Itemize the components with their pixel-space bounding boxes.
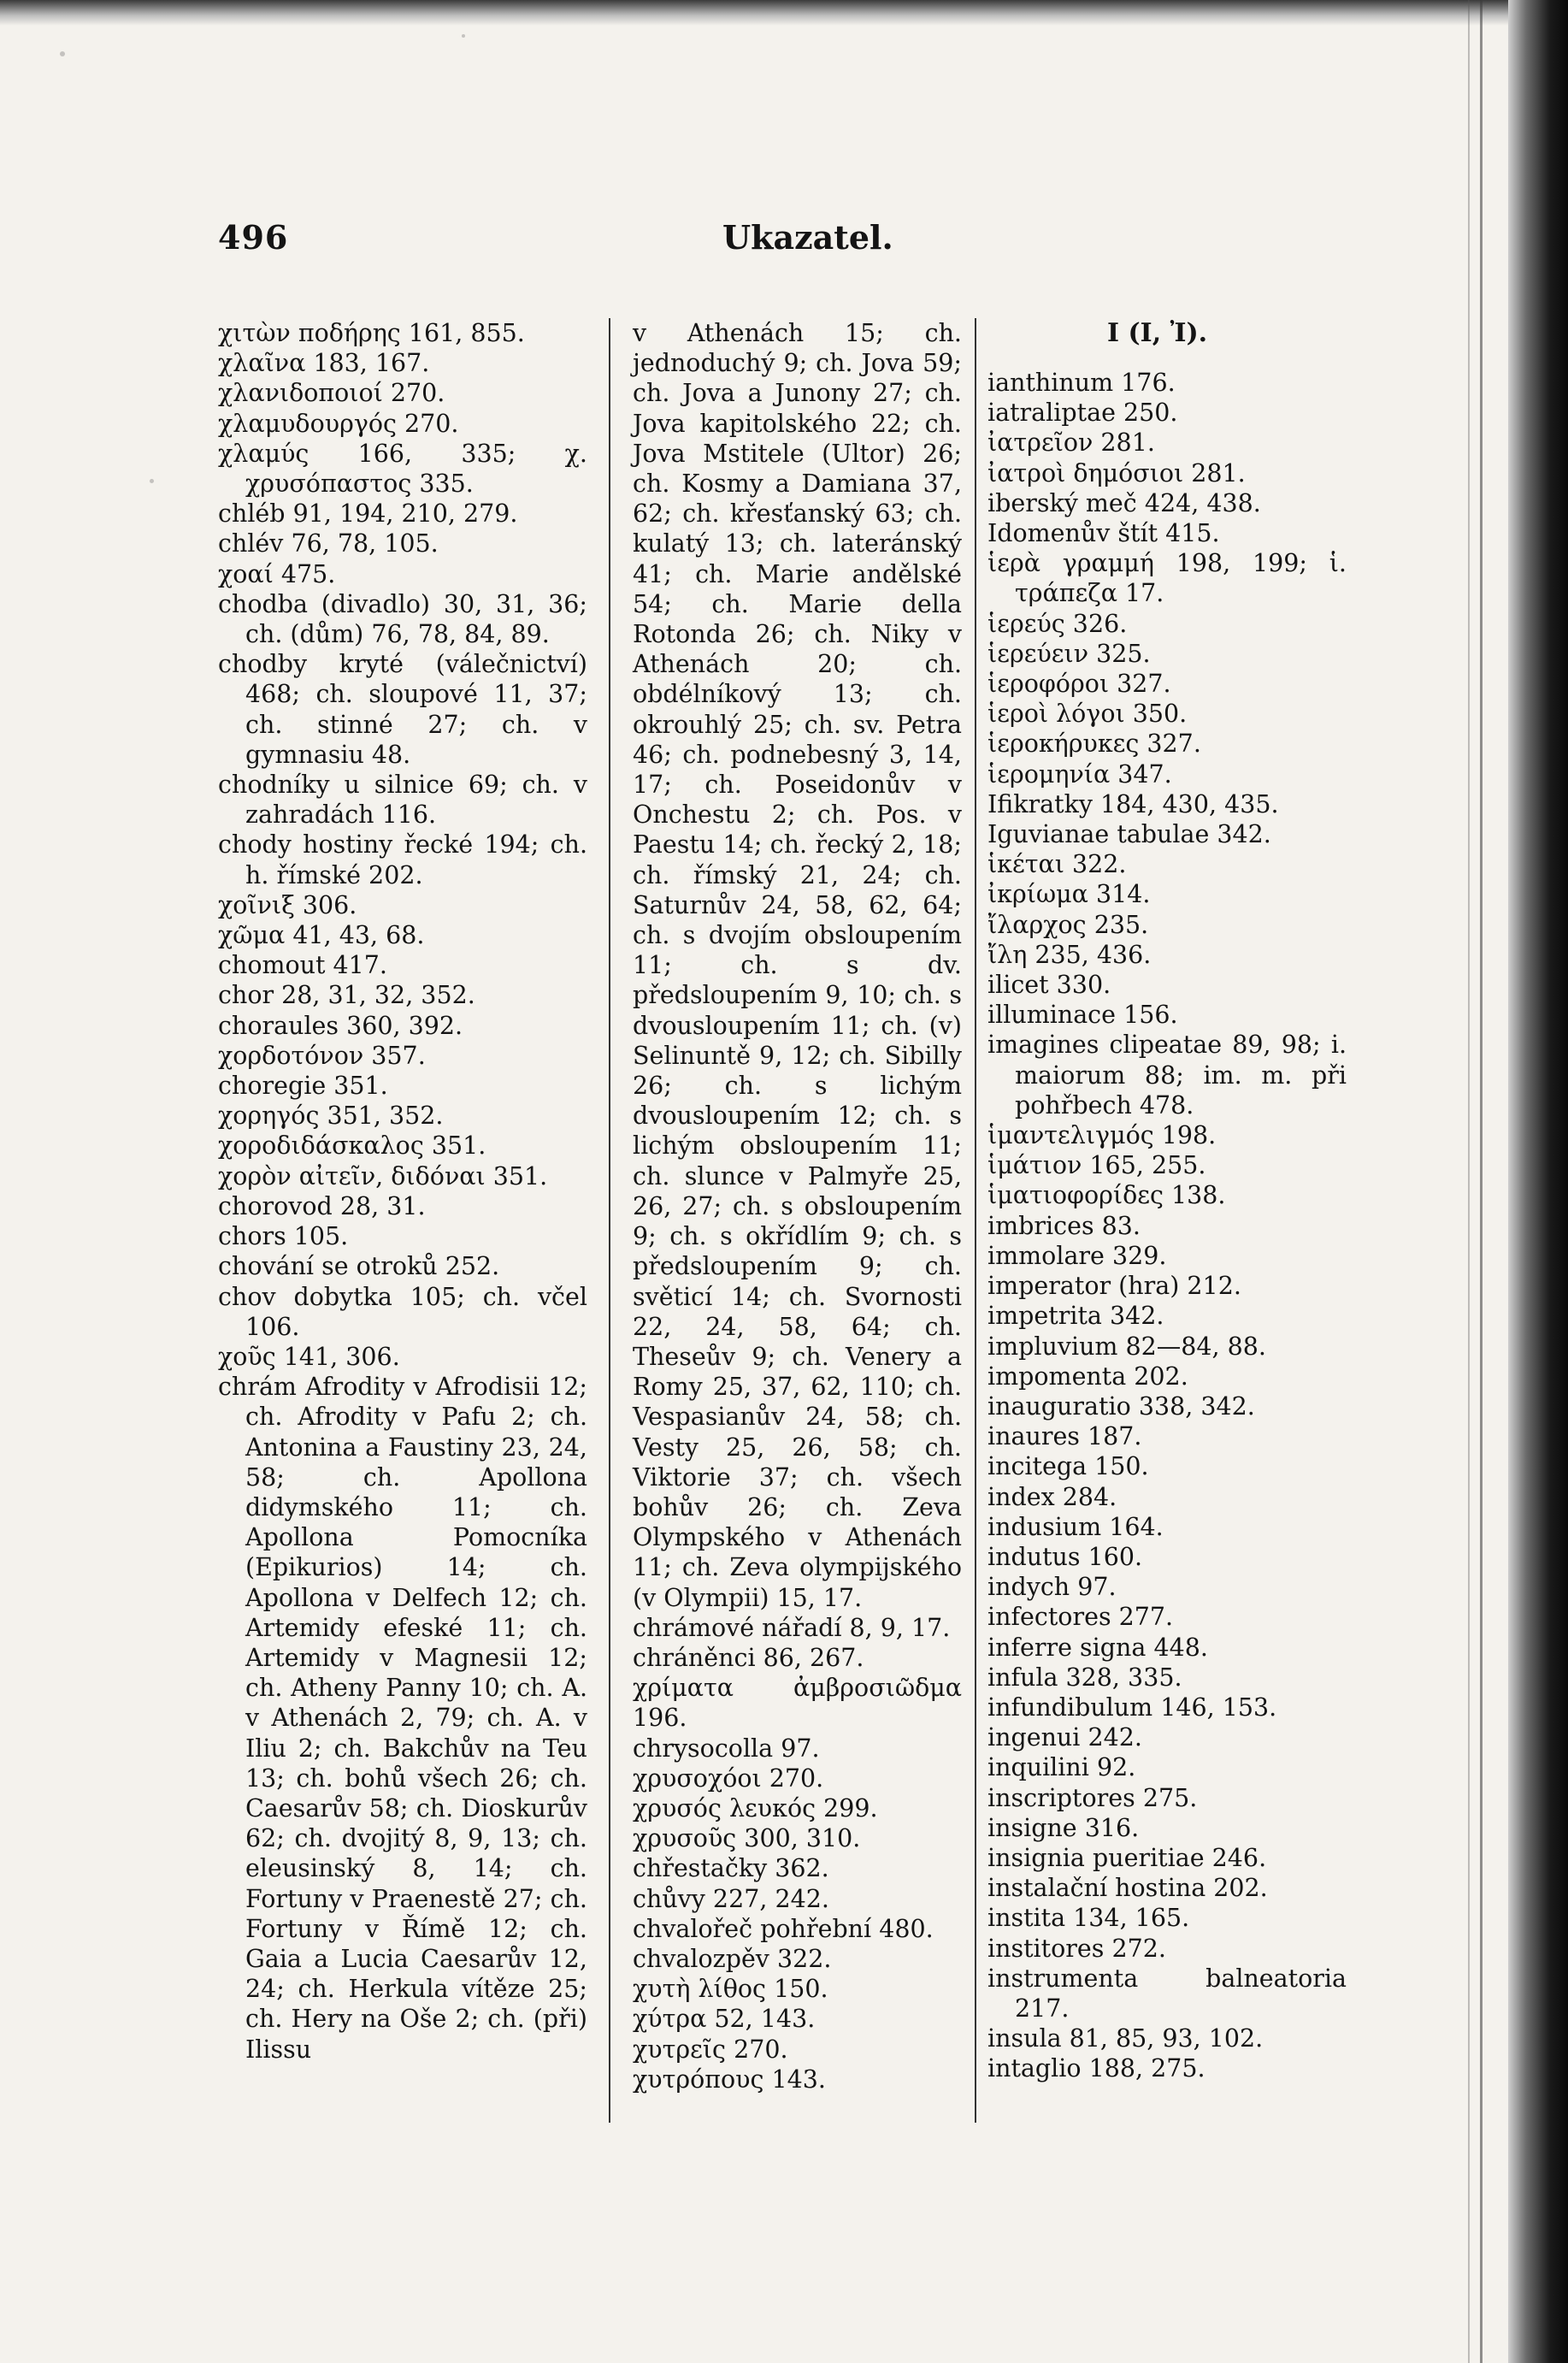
index-entry: chléb 91, 194, 210, 279.	[218, 499, 518, 529]
index-entry: impetrita 342.	[987, 1302, 1164, 1331]
index-entry: imperator (hra) 212.	[987, 1272, 1241, 1301]
index-entry: infula 328, 335.	[987, 1663, 1182, 1692]
index-entry: ἴλαρχος 235.	[987, 910, 1149, 939]
index-entry: chomout 417.	[218, 951, 387, 980]
index-column-3	[987, 318, 1347, 2084]
index-entry: chlév 76, 78, 105.	[218, 529, 439, 558]
index-entry: incitega 150.	[987, 1452, 1149, 1481]
index-entry: ἱερεύς 326.	[987, 609, 1128, 638]
index-entry: Idomenův štít 415.	[987, 519, 1220, 548]
section-heading: I (Ι, Ἰ).	[1107, 318, 1208, 348]
index-entry: χιτὼν ποδήρης 161, 855.	[218, 319, 525, 347]
index-column-1	[218, 318, 587, 2065]
running-title: Ukazatel.	[722, 218, 893, 257]
index-entry: χρυσοῦς 300, 310.	[633, 1824, 861, 1853]
index-entry: chodba (divadlo) 30, 31, 36; ch. (dům) 76, 78, 84, 89.	[218, 589, 587, 649]
index-entry: ἰατρεῖον 281.	[987, 428, 1155, 458]
index-entry: χλανιδοποιοί 270.	[218, 379, 445, 408]
index-entry: χορδοτόνον 357.	[218, 1041, 426, 1070]
index-entry: χρυσοχόοι 270.	[633, 1763, 824, 1793]
index-entry: illuminace 156.	[987, 1001, 1178, 1030]
column-rule	[609, 318, 610, 2123]
index-entry: inscriptores 275.	[987, 1783, 1198, 1812]
index-entry: Iguvianae tabulae 342.	[987, 820, 1271, 849]
index-entry: indych 97.	[987, 1573, 1117, 1602]
scan-speck	[60, 51, 65, 56]
index-entry: choregie 351.	[218, 1072, 388, 1101]
index-entry: imagines clipeatae 89, 98; i. maiorum 88; im. m. při pohřbech 478.	[987, 1031, 1347, 1119]
index-entry: inquilini 92.	[987, 1753, 1136, 1782]
index-entry: χυτρεῖς 270.	[633, 2035, 788, 2064]
index-entry: instita 134, 165.	[987, 1904, 1190, 1933]
index-entry: infundibulum 146, 153.	[987, 1692, 1277, 1722]
index-entry: inferre signa 448.	[987, 1633, 1208, 1662]
page-number: 496	[218, 218, 289, 257]
index-column-2	[633, 318, 962, 2094]
index-entry: chrám Afrodity v Afrodisii 12; ch. Afrodity v Pafu 2; ch. Antonina a Faustiny 23, 24, 58; ch. Apollona didymského 11; ch. Apollona Pomocníka (Epikurios) 14; ch. Apollona v Delfech 12; ch. Artemidy efeské 11; ch. Artemidy v Magnesii 12; ch. Atheny Panny 10; ch. A. v Athenách 2, 79; ch. A. v Iliu 2; ch. Bakchův na Teu 13; ch. bohů všech 26; ch. Caesarův 58; ch. Dioskurův 62; ch. dvojitý 8, 9, 13; ch. eleusinský 8, 14; ch. Fortuny v Praenestě 27; ch. Fortuny v Římě 12; ch. Gaia a Lucia Caesarův 12, 24; ch. Herkula vítěze 25; ch. Hery na Oše 2; ch. (při) Ilissu	[218, 1373, 587, 2064]
index-entry: immolare 329.	[987, 1241, 1167, 1270]
index-entry: ἴλη 235, 436.	[987, 940, 1152, 969]
index-entry: ἱμάτιον 165, 255.	[987, 1151, 1206, 1180]
index-entry: χοαί 475.	[218, 559, 336, 588]
index-entry: indusium 164.	[987, 1512, 1164, 1541]
index-entry: indutus 160.	[987, 1542, 1143, 1571]
scan-speck	[150, 479, 154, 483]
index-entry: chodníky u silnice 69; ch. v zahradách 116.	[218, 771, 587, 830]
index-entry: ἱκέται 322.	[987, 850, 1127, 879]
index-entry: ἱματιοφορίδες 138.	[987, 1181, 1226, 1210]
index-entry: instalační hostina 202.	[987, 1874, 1268, 1903]
index-entry: chody hostiny řecké 194; ch. h. římské 202.	[218, 830, 587, 889]
index-entry: iatraliptae 250.	[987, 399, 1178, 428]
index-entry: v Athenách 15; ch. jednoduchý 9; ch. Jova 59; ch. Jova a Junony 27; ch. Jova kapitolského 22; ch. Jova Mstitele (Ultor) 26; ch. Kosmy a Damiana 37, 62; ch. křesťanský 63; ch. kulatý 13; ch. lateránský 41; ch. Marie andělské 54; ch. Marie della Rotonda 26; ch. Niky v Athenách 20; ch. obdélníkový 13; ch. okrouhlý 25; ch. sv. Petra 46; ch. podnebesný 3, 14, 17; ch. Poseidonův v Onchestu 2; ch. Pos. v Paestu 14; ch. řecký 2, 18; ch. římský 21, 24; ch. Saturnův 24, 58, 62, 64; ch. s dvojím obsloupením 11; ch. s dv. předsloupením 9, 10; ch. s dvousloupením 11; ch. (v) Selinuntě 9, 12; ch. Sibilly 26; ch. s lichým dvousloupením 12; ch. s lichým obsloupením 11; ch. slunce v Palmyře 25, 26, 27; ch. s obsloupením 9; ch. s okřídlím 9; ch. s předsloupením 9; ch. světicí 14; ch. Svornosti 22, 24, 58, 64; ch. Theseův 9; ch. Venery a Romy 25, 37, 62, 110; ch. Vespasianův 24, 58; ch. Vesty 25, 26, 58; ch. Viktorie 37; ch. všech bohův 26; ch. Zeva Olympského v Athenách 11; ch. Zeva olympijského (v Olympii) 15, 17.	[633, 319, 962, 1612]
index-entry: ἰκρίωμα 314.	[987, 880, 1151, 909]
index-entry: ianthinum 176.	[987, 369, 1176, 397]
scan-top-edge	[0, 0, 1568, 26]
index-entry: insula 81, 85, 93, 102.	[987, 2024, 1264, 2053]
index-entry: iberský meč 424, 438.	[987, 488, 1261, 517]
index-entry: χοῖνιξ 306.	[218, 890, 357, 919]
index-column-3-list	[987, 368, 1347, 2084]
index-entry: chrámové nářadí 8, 9, 17.	[633, 1613, 951, 1642]
binding-line	[1480, 0, 1483, 2363]
column-rule	[975, 318, 976, 2123]
index-entry: χορηγός 351, 352.	[218, 1102, 444, 1131]
index-entry: choraules 360, 392.	[218, 1011, 463, 1040]
index-entry: χρυσός λευκός 299.	[633, 1793, 878, 1822]
index-entry: ilicet 330.	[987, 971, 1111, 1000]
index-entry: χλαμυδουργός 270.	[218, 409, 459, 438]
scan-right-edge	[1508, 0, 1568, 2363]
index-entry: χλαμύς 166, 335; χ. χρυσόπαστος 335.	[218, 439, 587, 499]
index-entry: insigne 316.	[987, 1813, 1140, 1842]
index-entry: χυτρόπους 143.	[633, 2065, 826, 2094]
index-entry: ingenui 242.	[987, 1723, 1142, 1752]
index-entry: intaglio 188, 275.	[987, 2054, 1205, 2083]
index-entry: chors 105.	[218, 1222, 349, 1251]
index-entry: imbrices 83.	[987, 1211, 1141, 1240]
index-entry: χῶμα 41, 43, 68.	[218, 921, 425, 950]
index-entry: ἱερεύειν 325.	[987, 639, 1151, 668]
index-entry: insignia pueritiae 246.	[987, 1843, 1267, 1872]
index-entry: chráněnci 86, 267.	[633, 1643, 864, 1672]
index-entry: chorovod 28, 31.	[218, 1191, 426, 1220]
page-header	[218, 218, 1287, 269]
index-entry: institores 272.	[987, 1934, 1166, 1963]
index-entry: impomenta 202.	[987, 1362, 1188, 1391]
index-entry: infectores 277.	[987, 1603, 1174, 1632]
index-entry: chrysocolla 97.	[633, 1734, 820, 1763]
index-entry: ἱεροὶ λόγοι 350.	[987, 700, 1188, 729]
index-entry: Ifikratky 184, 430, 435.	[987, 789, 1279, 818]
index-entry: ἱερομηνία 347.	[987, 759, 1172, 789]
index-entry: ἱεροφόροι 327.	[987, 670, 1171, 699]
index-entry: chodby kryté (válečnictví) 468; ch. sloupové 11, 37; ch. stinné 27; ch. v gymnasiu 48.	[218, 650, 587, 769]
index-entry: χύτρα 52, 143.	[633, 2005, 816, 2034]
index-entry: ἱεροκήρυκες 327.	[987, 730, 1201, 759]
index-entry: chůvy 227, 242.	[633, 1884, 829, 1913]
index-entry: instrumenta balneatoria 217.	[987, 1964, 1347, 2023]
index-entry: χρίματα ἀμβροσιῶδμα 196.	[633, 1674, 962, 1733]
index-entry: impluvium 82—84, 88.	[987, 1332, 1266, 1361]
index-entry: ἱερὰ γραμμή 198, 199; ἱ. τράπεζα 17.	[987, 549, 1347, 608]
binding-shadow	[1468, 0, 1470, 2363]
index-entry: chvalozpěv 322.	[633, 1944, 832, 1973]
index-entry: chvalořeč pohřební 480.	[633, 1914, 934, 1943]
index-entry: χλαῖνα 183, 167.	[218, 349, 430, 378]
index-entry: index 284.	[987, 1482, 1117, 1511]
index-entry: inaures 187.	[987, 1422, 1142, 1451]
index-entry: chov dobytka 105; ch. včel 106.	[218, 1282, 587, 1341]
index-entry: chřestačky 362.	[633, 1854, 829, 1883]
index-entry: χοῦς 141, 306.	[218, 1342, 400, 1371]
index-entry: chor 28, 31, 32, 352.	[218, 981, 475, 1010]
index-entry: χυτὴ λίθος 150.	[633, 1975, 828, 2004]
index-entry: inauguratio 338, 342.	[987, 1391, 1255, 1421]
index-entry: ἱμαντελιγμός 198.	[987, 1121, 1217, 1150]
index-entry: chování se otroků 252.	[218, 1252, 500, 1281]
index-entry: χορὸν αἰτεῖν, διδόναι 351.	[218, 1161, 548, 1190]
index-entry: ἰατροὶ δημόσιοι 281.	[987, 458, 1246, 487]
scan-speck	[462, 34, 465, 38]
index-entry: χοροδιδάσκαλος 351.	[218, 1131, 486, 1161]
